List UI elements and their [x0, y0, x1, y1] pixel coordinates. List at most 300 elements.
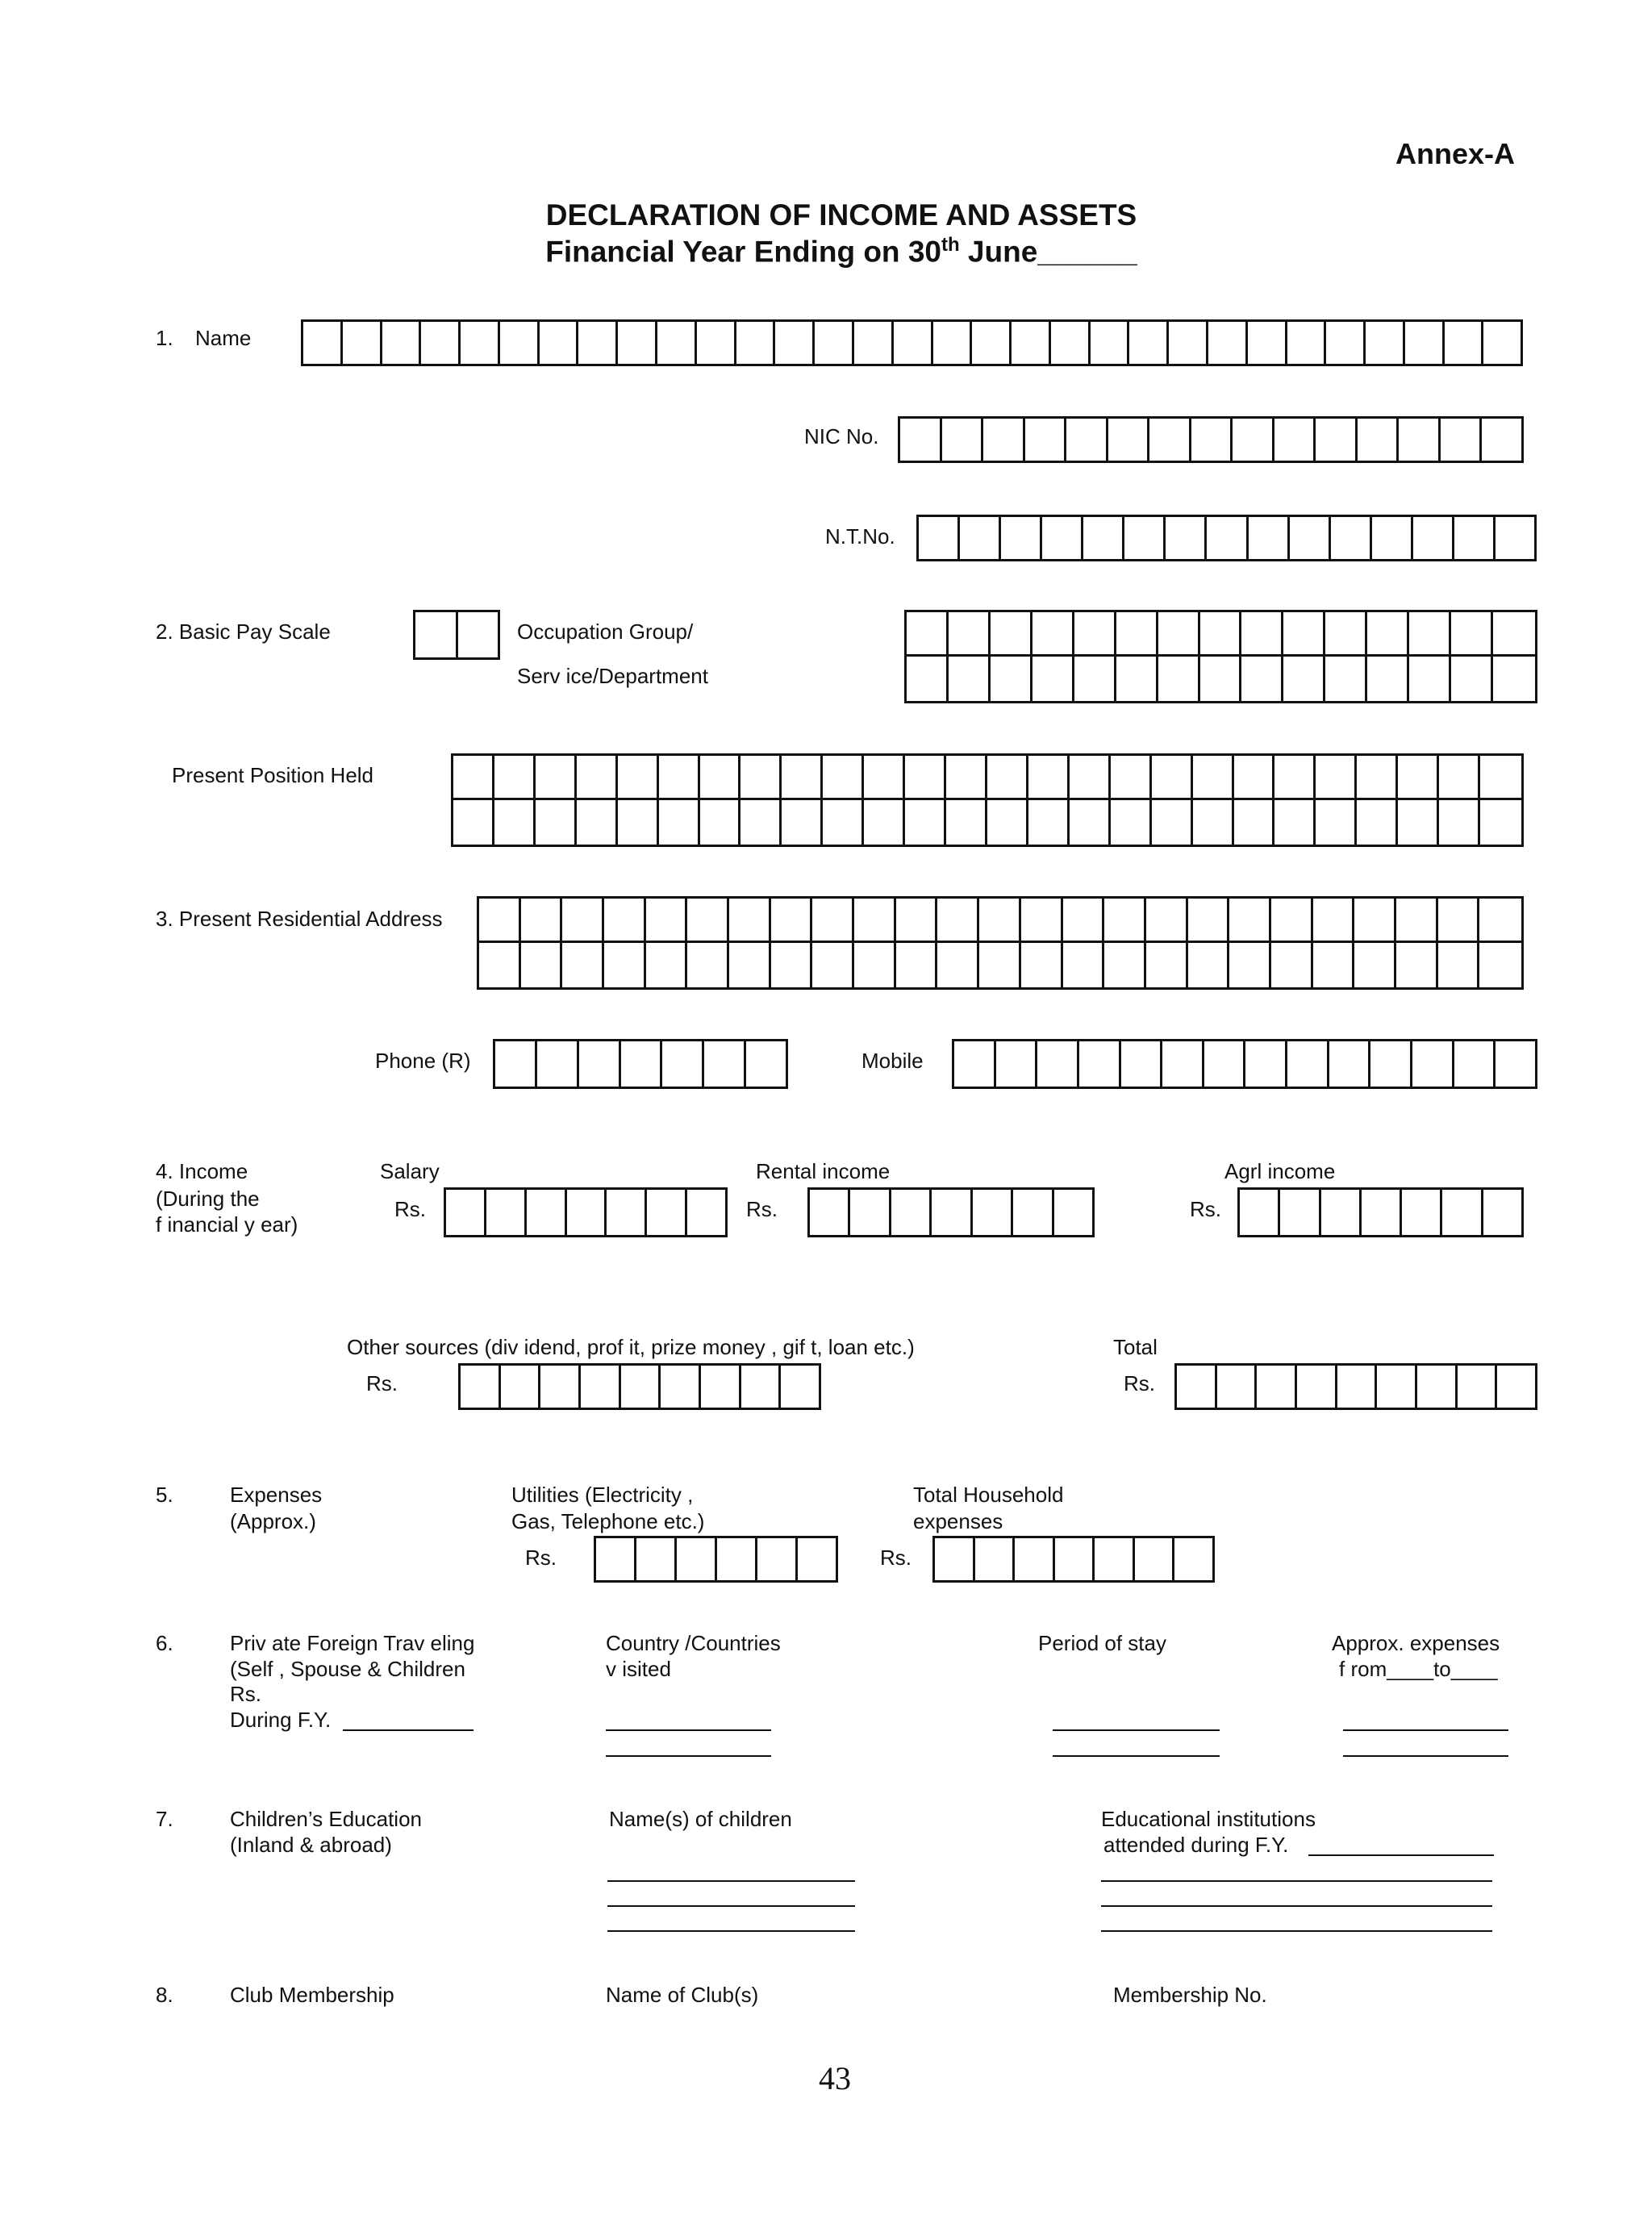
children-line-1[interactable] [607, 1880, 855, 1882]
input-box[interactable] [562, 899, 604, 943]
input-box[interactable] [501, 1366, 541, 1408]
input-box[interactable] [577, 756, 618, 800]
input-box[interactable] [1158, 657, 1200, 701]
input-box[interactable] [479, 899, 521, 943]
input-box[interactable] [1287, 1041, 1329, 1087]
input-box[interactable] [1316, 800, 1357, 845]
input-box[interactable] [1325, 612, 1367, 657]
input-box[interactable] [729, 899, 771, 943]
input-box[interactable] [907, 657, 949, 701]
input-box[interactable] [798, 1538, 836, 1580]
input-box[interactable] [1479, 943, 1521, 987]
input-box[interactable] [1249, 517, 1290, 559]
input-box[interactable] [646, 899, 688, 943]
input-box[interactable] [1207, 517, 1248, 559]
institutions-line-2[interactable] [1101, 1905, 1492, 1907]
input-box[interactable] [604, 943, 646, 987]
input-box[interactable] [1116, 657, 1158, 701]
input-box[interactable] [1321, 1190, 1362, 1235]
input-box[interactable] [1063, 943, 1105, 987]
input-box[interactable] [1121, 1041, 1163, 1087]
input-box[interactable] [521, 943, 563, 987]
input-box[interactable] [975, 1538, 1016, 1580]
input-box[interactable] [740, 800, 782, 845]
input-box[interactable] [736, 322, 776, 364]
input-box[interactable] [495, 1041, 537, 1087]
input-box[interactable] [1290, 517, 1331, 559]
input-box[interactable] [1329, 1041, 1371, 1087]
input-box[interactable] [567, 1190, 607, 1235]
institutions-fy-blank[interactable] [1308, 1854, 1494, 1856]
input-box[interactable] [1354, 899, 1396, 943]
input-box[interactable] [343, 322, 382, 364]
input-box[interactable] [905, 800, 946, 845]
input-box[interactable] [973, 1190, 1013, 1235]
input-box[interactable] [1104, 899, 1146, 943]
salary-boxes[interactable] [444, 1187, 728, 1237]
country-line-1[interactable] [606, 1729, 771, 1731]
occupation-boxes[interactable] [904, 610, 1537, 703]
input-box[interactable] [1283, 612, 1325, 657]
input-box[interactable] [1439, 800, 1480, 845]
input-box[interactable] [1458, 1366, 1498, 1408]
input-box[interactable] [782, 800, 823, 845]
input-box[interactable] [979, 943, 1021, 987]
input-box[interactable] [662, 1041, 704, 1087]
ntn-boxes[interactable] [916, 515, 1537, 561]
input-box[interactable] [421, 322, 461, 364]
input-box[interactable] [1200, 657, 1242, 701]
input-box[interactable] [1074, 657, 1116, 701]
input-box[interactable] [987, 800, 1028, 845]
input-box[interactable] [1479, 899, 1521, 943]
period-line-1[interactable] [1053, 1729, 1220, 1731]
expenses-line-2[interactable] [1343, 1755, 1508, 1757]
input-box[interactable] [646, 943, 688, 987]
input-box[interactable] [1162, 1041, 1204, 1087]
input-box[interactable] [937, 899, 979, 943]
input-box[interactable] [697, 322, 736, 364]
input-box[interactable] [1229, 943, 1271, 987]
input-box[interactable] [1108, 419, 1150, 461]
input-box[interactable] [854, 322, 894, 364]
input-box[interactable] [1493, 657, 1535, 701]
input-box[interactable] [1166, 517, 1207, 559]
input-box[interactable] [1271, 943, 1313, 987]
input-box[interactable] [1357, 800, 1398, 845]
input-box[interactable] [618, 800, 659, 845]
input-box[interactable] [740, 756, 782, 800]
input-box[interactable] [1149, 419, 1191, 461]
input-box[interactable] [1245, 1041, 1287, 1087]
input-box[interactable] [537, 1041, 579, 1087]
input-box[interactable] [1366, 322, 1405, 364]
input-box[interactable] [453, 756, 494, 800]
input-box[interactable] [1174, 1538, 1212, 1580]
input-box[interactable] [771, 943, 813, 987]
input-box[interactable] [461, 1366, 501, 1408]
input-box[interactable] [1233, 419, 1274, 461]
input-box[interactable] [1412, 1041, 1454, 1087]
input-box[interactable] [700, 800, 741, 845]
input-box[interactable] [1193, 756, 1234, 800]
input-box[interactable] [486, 1190, 527, 1235]
travel-label-3: Rs. [230, 1682, 261, 1706]
input-box[interactable] [771, 899, 813, 943]
position-boxes[interactable] [451, 753, 1524, 847]
input-box[interactable] [446, 1190, 486, 1235]
country-line-2[interactable] [606, 1755, 771, 1757]
input-box[interactable] [1032, 657, 1074, 701]
input-box[interactable] [1146, 943, 1188, 987]
input-box[interactable] [1367, 612, 1409, 657]
input-box[interactable] [991, 657, 1032, 701]
input-box[interactable] [1234, 800, 1275, 845]
input-box[interactable] [1111, 756, 1152, 800]
period-line-2[interactable] [1053, 1755, 1220, 1757]
utilities-boxes[interactable] [594, 1536, 838, 1583]
input-box[interactable] [996, 1041, 1038, 1087]
input-box[interactable] [618, 756, 659, 800]
input-box[interactable] [782, 756, 823, 800]
input-box[interactable] [987, 756, 1028, 800]
input-box[interactable] [1313, 943, 1355, 987]
input-box[interactable] [540, 322, 579, 364]
input-box[interactable] [946, 800, 987, 845]
input-box[interactable] [1001, 517, 1042, 559]
input-box[interactable] [1483, 322, 1521, 364]
input-box[interactable] [946, 756, 987, 800]
input-box[interactable] [458, 612, 499, 657]
input-box[interactable] [1079, 1041, 1121, 1087]
address-boxes[interactable] [477, 896, 1524, 990]
input-box[interactable] [1402, 1190, 1442, 1235]
input-box[interactable] [687, 1190, 725, 1235]
input-box[interactable] [1021, 943, 1063, 987]
input-box[interactable] [933, 322, 973, 364]
input-box[interactable] [1013, 1190, 1053, 1235]
input-box[interactable] [1357, 756, 1398, 800]
input-box[interactable] [1362, 1190, 1402, 1235]
income-sub-1: (During the [156, 1187, 260, 1211]
input-box[interactable] [536, 756, 577, 800]
input-box[interactable] [1497, 1366, 1535, 1408]
input-box[interactable] [1135, 1538, 1175, 1580]
input-box[interactable] [1274, 419, 1316, 461]
input-box[interactable] [1054, 1190, 1092, 1235]
input-box[interactable] [494, 756, 536, 800]
input-box[interactable] [1095, 1538, 1135, 1580]
input-box[interactable] [1370, 1041, 1412, 1087]
input-box[interactable] [521, 899, 563, 943]
input-box[interactable] [1104, 943, 1146, 987]
input-box[interactable] [494, 800, 536, 845]
input-box[interactable] [1129, 322, 1169, 364]
input-box[interactable] [1124, 517, 1166, 559]
input-box[interactable] [1493, 612, 1535, 657]
input-box[interactable] [823, 800, 864, 845]
input-box[interactable] [1297, 1366, 1337, 1408]
input-box[interactable] [621, 1366, 661, 1408]
input-box[interactable] [1480, 800, 1521, 845]
input-box[interactable] [1417, 1366, 1458, 1408]
input-box[interactable] [1152, 800, 1193, 845]
input-box[interactable] [1441, 419, 1483, 461]
basic-pay-boxes[interactable] [413, 610, 500, 660]
input-box[interactable] [810, 1190, 850, 1235]
input-box[interactable] [636, 1538, 677, 1580]
input-box[interactable] [949, 657, 991, 701]
input-box[interactable] [1399, 419, 1441, 461]
input-box[interactable] [1042, 517, 1083, 559]
input-box[interactable] [775, 322, 815, 364]
other-boxes[interactable] [458, 1363, 821, 1410]
input-box[interactable] [1111, 800, 1152, 845]
nic-boxes[interactable] [898, 416, 1524, 463]
input-box[interactable] [581, 1366, 621, 1408]
input-box[interactable] [1146, 899, 1188, 943]
input-box[interactable] [1063, 899, 1105, 943]
input-box[interactable] [919, 517, 960, 559]
input-box[interactable] [746, 1041, 786, 1087]
input-box[interactable] [1372, 517, 1413, 559]
input-box[interactable] [577, 800, 618, 845]
input-box[interactable] [891, 1190, 932, 1235]
input-box[interactable] [596, 1538, 636, 1580]
input-box[interactable] [1454, 517, 1496, 559]
input-box[interactable] [1193, 800, 1234, 845]
input-box[interactable] [1438, 943, 1480, 987]
input-box[interactable] [1337, 1366, 1378, 1408]
input-box[interactable] [1280, 1190, 1320, 1235]
input-box[interactable] [1331, 517, 1372, 559]
children-line-3[interactable] [607, 1930, 855, 1932]
input-box[interactable] [1287, 322, 1327, 364]
input-box[interactable] [1454, 1041, 1496, 1087]
input-box[interactable] [659, 800, 700, 845]
input-box[interactable] [1409, 612, 1451, 657]
input-box[interactable] [1313, 899, 1355, 943]
input-box[interactable] [864, 756, 905, 800]
input-box[interactable] [687, 943, 729, 987]
input-box[interactable] [382, 322, 422, 364]
input-box[interactable] [812, 943, 854, 987]
input-box[interactable] [949, 612, 991, 657]
input-box[interactable] [1274, 756, 1316, 800]
input-box[interactable] [1074, 612, 1116, 657]
input-box[interactable] [854, 943, 896, 987]
input-box[interactable] [1015, 1538, 1055, 1580]
input-box[interactable] [1188, 899, 1230, 943]
input-box[interactable] [1091, 322, 1130, 364]
input-box[interactable] [1191, 419, 1233, 461]
input-box[interactable] [1152, 756, 1193, 800]
input-box[interactable] [896, 943, 938, 987]
input-box[interactable] [942, 419, 984, 461]
input-box[interactable] [1066, 419, 1108, 461]
input-box[interactable] [621, 1041, 663, 1087]
agrl-boxes[interactable] [1237, 1187, 1524, 1237]
input-box[interactable] [618, 322, 657, 364]
input-box[interactable] [1051, 322, 1091, 364]
input-box[interactable] [1354, 943, 1396, 987]
input-box[interactable] [1158, 612, 1200, 657]
input-box[interactable] [1055, 1538, 1095, 1580]
input-box[interactable] [1116, 612, 1158, 657]
input-box[interactable] [500, 322, 540, 364]
input-box[interactable] [1451, 657, 1493, 701]
input-box[interactable] [960, 517, 1001, 559]
input-box[interactable] [536, 800, 577, 845]
input-box[interactable] [579, 1041, 621, 1087]
input-box[interactable] [894, 322, 933, 364]
phone-boxes[interactable] [493, 1039, 788, 1089]
input-box[interactable] [757, 1538, 798, 1580]
input-box[interactable] [1377, 1366, 1417, 1408]
input-box[interactable] [687, 899, 729, 943]
total-boxes[interactable] [1174, 1363, 1537, 1410]
input-box[interactable] [900, 419, 942, 461]
input-box[interactable] [657, 322, 697, 364]
input-box[interactable] [729, 943, 771, 987]
input-box[interactable] [1451, 612, 1493, 657]
institutions-line-3[interactable] [1101, 1930, 1492, 1932]
input-box[interactable] [1482, 419, 1521, 461]
input-box[interactable] [1496, 517, 1534, 559]
input-box[interactable] [659, 756, 700, 800]
input-box[interactable] [1169, 322, 1208, 364]
input-box[interactable] [1012, 322, 1051, 364]
input-box[interactable] [907, 612, 949, 657]
input-box[interactable] [741, 1366, 782, 1408]
input-box[interactable] [896, 899, 938, 943]
input-box[interactable] [1271, 899, 1313, 943]
input-box[interactable] [1316, 419, 1358, 461]
input-box[interactable] [1483, 1190, 1521, 1235]
input-box[interactable] [700, 756, 741, 800]
input-box[interactable] [1229, 899, 1271, 943]
children-line-2[interactable] [607, 1905, 855, 1907]
input-box[interactable] [937, 943, 979, 987]
input-box[interactable] [1326, 322, 1366, 364]
input-box[interactable] [1409, 657, 1451, 701]
input-box[interactable] [1248, 322, 1287, 364]
input-box[interactable] [954, 1041, 996, 1087]
input-box[interactable] [303, 322, 343, 364]
input-box[interactable] [647, 1190, 687, 1235]
input-box[interactable] [1240, 1190, 1280, 1235]
input-box[interactable] [1037, 1041, 1079, 1087]
input-box[interactable] [1398, 756, 1439, 800]
input-box[interactable] [1480, 756, 1521, 800]
input-box[interactable] [1439, 756, 1480, 800]
input-box[interactable] [1234, 756, 1275, 800]
input-box[interactable] [1496, 1041, 1535, 1087]
input-box[interactable] [935, 1538, 975, 1580]
input-box[interactable] [854, 899, 896, 943]
input-box[interactable] [1200, 612, 1242, 657]
input-box[interactable] [1070, 800, 1111, 845]
input-box[interactable] [1396, 899, 1438, 943]
input-box[interactable] [540, 1366, 581, 1408]
input-box[interactable] [461, 322, 500, 364]
input-box[interactable] [1367, 657, 1409, 701]
input-box[interactable] [527, 1190, 567, 1235]
input-box[interactable] [604, 899, 646, 943]
input-box[interactable] [1445, 322, 1484, 364]
input-box[interactable] [578, 322, 618, 364]
household-boxes[interactable] [932, 1536, 1215, 1583]
input-box[interactable] [1274, 800, 1316, 845]
input-box[interactable] [1204, 1041, 1246, 1087]
input-box[interactable] [1217, 1366, 1258, 1408]
input-box[interactable] [815, 322, 854, 364]
name-boxes[interactable] [301, 319, 1523, 366]
input-box[interactable] [983, 419, 1025, 461]
input-box[interactable] [479, 943, 521, 987]
input-box[interactable] [562, 943, 604, 987]
input-box[interactable] [1396, 943, 1438, 987]
input-box[interactable] [1438, 899, 1480, 943]
input-box[interactable] [1177, 1366, 1217, 1408]
input-box[interactable] [991, 612, 1032, 657]
fy-blank[interactable] [343, 1729, 473, 1731]
input-box[interactable] [1025, 419, 1067, 461]
input-box[interactable] [864, 800, 905, 845]
input-box[interactable] [607, 1190, 647, 1235]
input-box[interactable] [1208, 322, 1248, 364]
input-box[interactable] [661, 1366, 701, 1408]
input-box[interactable] [704, 1041, 746, 1087]
input-box[interactable] [905, 756, 946, 800]
input-box[interactable] [1241, 657, 1283, 701]
input-box[interactable] [781, 1366, 819, 1408]
input-box[interactable] [932, 1190, 972, 1235]
input-box[interactable] [1028, 800, 1070, 845]
input-box[interactable] [1283, 657, 1325, 701]
input-box[interactable] [1442, 1190, 1483, 1235]
input-box[interactable] [1028, 756, 1070, 800]
input-box[interactable] [1257, 1366, 1297, 1408]
input-box[interactable] [717, 1538, 757, 1580]
input-box[interactable] [812, 899, 854, 943]
input-box[interactable] [1032, 612, 1074, 657]
institutions-line-1[interactable] [1101, 1880, 1492, 1882]
input-box[interactable] [1325, 657, 1367, 701]
input-box[interactable] [823, 756, 864, 800]
input-box[interactable] [1405, 322, 1445, 364]
input-box[interactable] [850, 1190, 891, 1235]
rental-boxes[interactable] [807, 1187, 1095, 1237]
mobile-boxes[interactable] [952, 1039, 1537, 1089]
input-box[interactable] [1241, 612, 1283, 657]
input-box[interactable] [677, 1538, 717, 1580]
input-box[interactable] [1188, 943, 1230, 987]
input-box[interactable] [1316, 756, 1357, 800]
input-box[interactable] [1070, 756, 1111, 800]
input-box[interactable] [1413, 517, 1454, 559]
input-box[interactable] [1358, 419, 1400, 461]
input-box[interactable] [453, 800, 494, 845]
input-box[interactable] [1083, 517, 1124, 559]
input-box[interactable] [1021, 899, 1063, 943]
input-box[interactable] [972, 322, 1012, 364]
input-box[interactable] [701, 1366, 741, 1408]
input-box[interactable] [1398, 800, 1439, 845]
input-box[interactable] [415, 612, 458, 657]
input-box[interactable] [979, 899, 1021, 943]
expenses-line-1[interactable] [1343, 1729, 1508, 1731]
